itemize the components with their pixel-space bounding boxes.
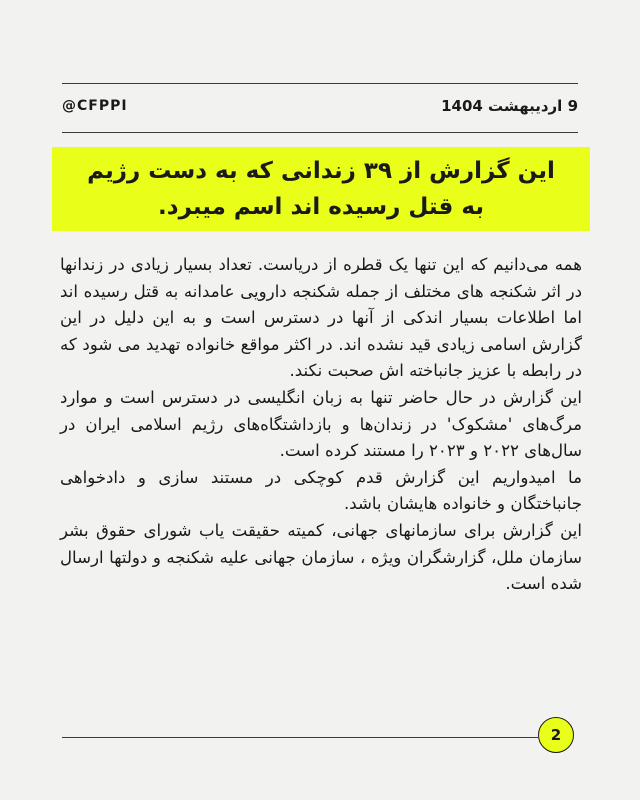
body-paragraph: این گزارش برای سازمانهای جهانی، کمیته حقیقت یاب شورای حقوق بشر سازمان ملل، گزارشگران ویژه ، سازمان جهانی علیه شکنجه و دولتها ارسال شده است. [60,520,582,594]
body-paragraph: همه می‌دانیم که این تنها یک قطره از دریاست. تعداد بسیار زیادی در زندانها در اثر شکنجه های مختلف از جمله شکنجه دارویی عامدانه به قتل رسیده اند اما اطلاعات بسیار اندکی از آنها در دسترس است و به این دلیل در این گزارش اسامی زیادی قید نشده اند. در اکثر مواقع خانواده تهدید می شود که در رابطه با عزیز جانباخته اش صحبت نکند. [60,255,582,381]
post-date: 9 اردیبهشت 1404 [441,97,578,115]
footer-divider [62,737,538,738]
page-number-badge [538,717,574,753]
body-paragraph: این گزارش در حال حاضر تنها به زبان انگلیسی در دسترس است و موارد مرگ‌های 'مشکوک' در زندان‌ها و بازداشتگاه‌های رژیم اسلامی ایران در سال‌های ۲۰۲۲ و ۲۰۲۳ را مستند کرده است. [60,387,582,461]
header-row [62,92,578,120]
headline-line-2: به قتل رسیده اند اسم میبرد. [158,194,484,220]
body-text [60,252,582,598]
header-divider [62,132,578,133]
headline-banner [52,147,590,231]
top-divider [62,83,578,84]
body-paragraph: ما امیدواریم این گزارش قدم کوچکی در مستند سازی و دادخواهی جانباختگان و خانواده هایشان باشد. [60,467,582,514]
headline-line-1: این گزارش از ۳۹ زندانی که به دست رژیم [87,158,555,184]
account-handle: @CFPPI [62,98,128,114]
page-number: 2 [550,726,562,744]
